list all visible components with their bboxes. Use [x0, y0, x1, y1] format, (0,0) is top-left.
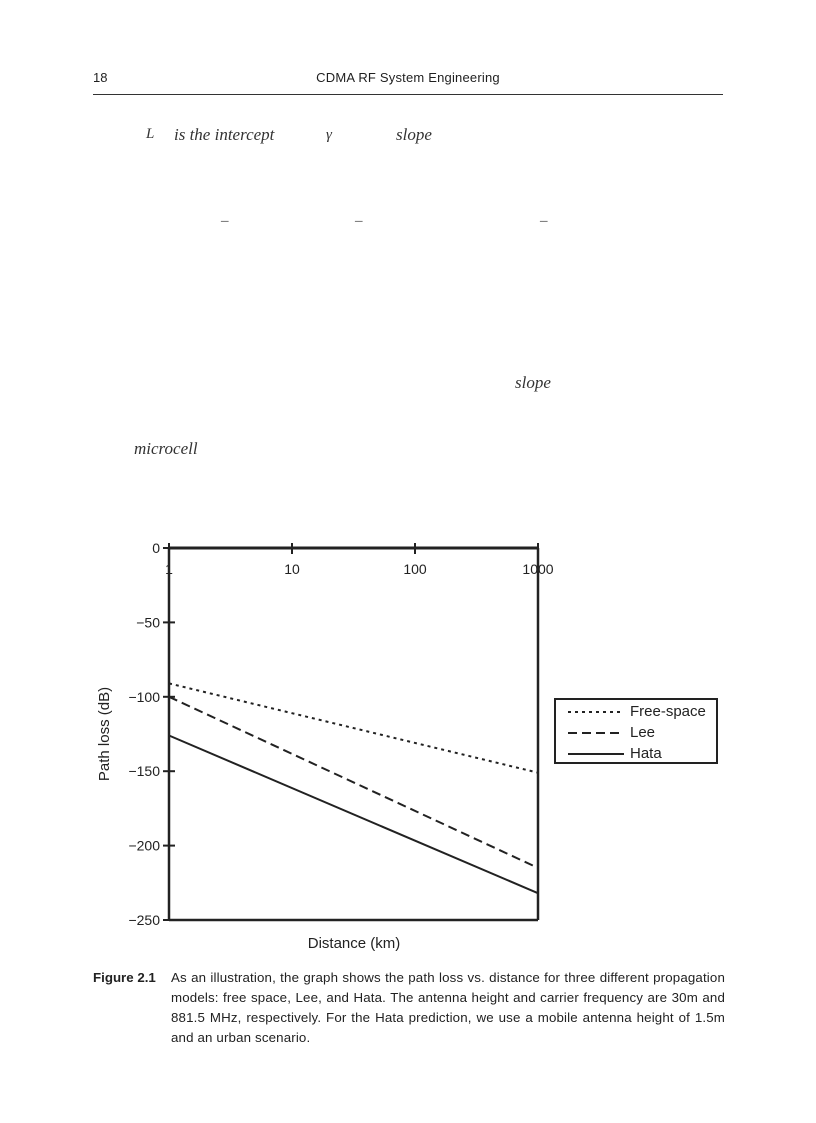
text-intercept: is the intercept	[174, 125, 275, 144]
caption-text: As an illustration, the graph shows the path loss vs. distance for three different propagation models: free space, Lee, and Hata. The antenna height and carrier frequency are 30m and 881.5 MHz, respectively. For the Hata prediction, we use a mobile antenna height of 1.5m and an urban scenario.	[171, 970, 725, 1045]
y-tick-label-0: 0	[152, 540, 160, 556]
x-tick-label-100: 100	[403, 561, 427, 577]
figure-label: Figure 2.1	[93, 970, 156, 985]
legend-item-hata	[566, 744, 716, 764]
x-tick-label-1000: 1000	[522, 561, 554, 577]
y-tick-label-3: −150	[128, 763, 160, 780]
y-tick-label-2: −100	[128, 688, 160, 705]
legend-item-free-space	[566, 702, 716, 722]
y-tick-label-5: −250	[128, 912, 160, 928]
y-tick-label-1: −50	[136, 614, 160, 631]
x-axis-label: Distance (km)	[307, 935, 401, 952]
text-slope-1: slope	[396, 125, 432, 144]
dash-2: –	[355, 213, 363, 229]
legend-swatch-dotted	[566, 702, 626, 722]
plot-frame	[169, 548, 538, 920]
symbol-l: L	[146, 126, 155, 142]
y-tick-label-4: −200	[128, 837, 160, 854]
x-tick-label-10: 10	[284, 561, 300, 577]
legend-item-lee	[566, 723, 716, 743]
dash-3: –	[540, 213, 548, 229]
dash-1: –	[221, 213, 229, 229]
series-layer	[169, 683, 538, 893]
legend-swatch-solid	[566, 744, 626, 764]
legend-label-hata: Hata	[630, 745, 662, 762]
legend-label-lee: Lee	[630, 724, 656, 741]
text-slope-2: slope	[515, 373, 551, 392]
x-tick-label-1: 1	[165, 561, 173, 577]
symbol-gamma: γ	[326, 127, 332, 143]
legend-swatch-dashed	[566, 723, 626, 743]
y-axis-label: Path loss (dB)	[96, 686, 113, 782]
chart-legend	[554, 698, 718, 764]
legend-label-free-space: Free-space	[630, 703, 706, 720]
series-line-lee	[169, 697, 538, 868]
running-title: CDMA RF System Engineering	[316, 70, 500, 85]
axis-layer	[128, 540, 553, 928]
text-microcell: microcell	[134, 439, 198, 458]
page-number: 18	[93, 70, 108, 85]
